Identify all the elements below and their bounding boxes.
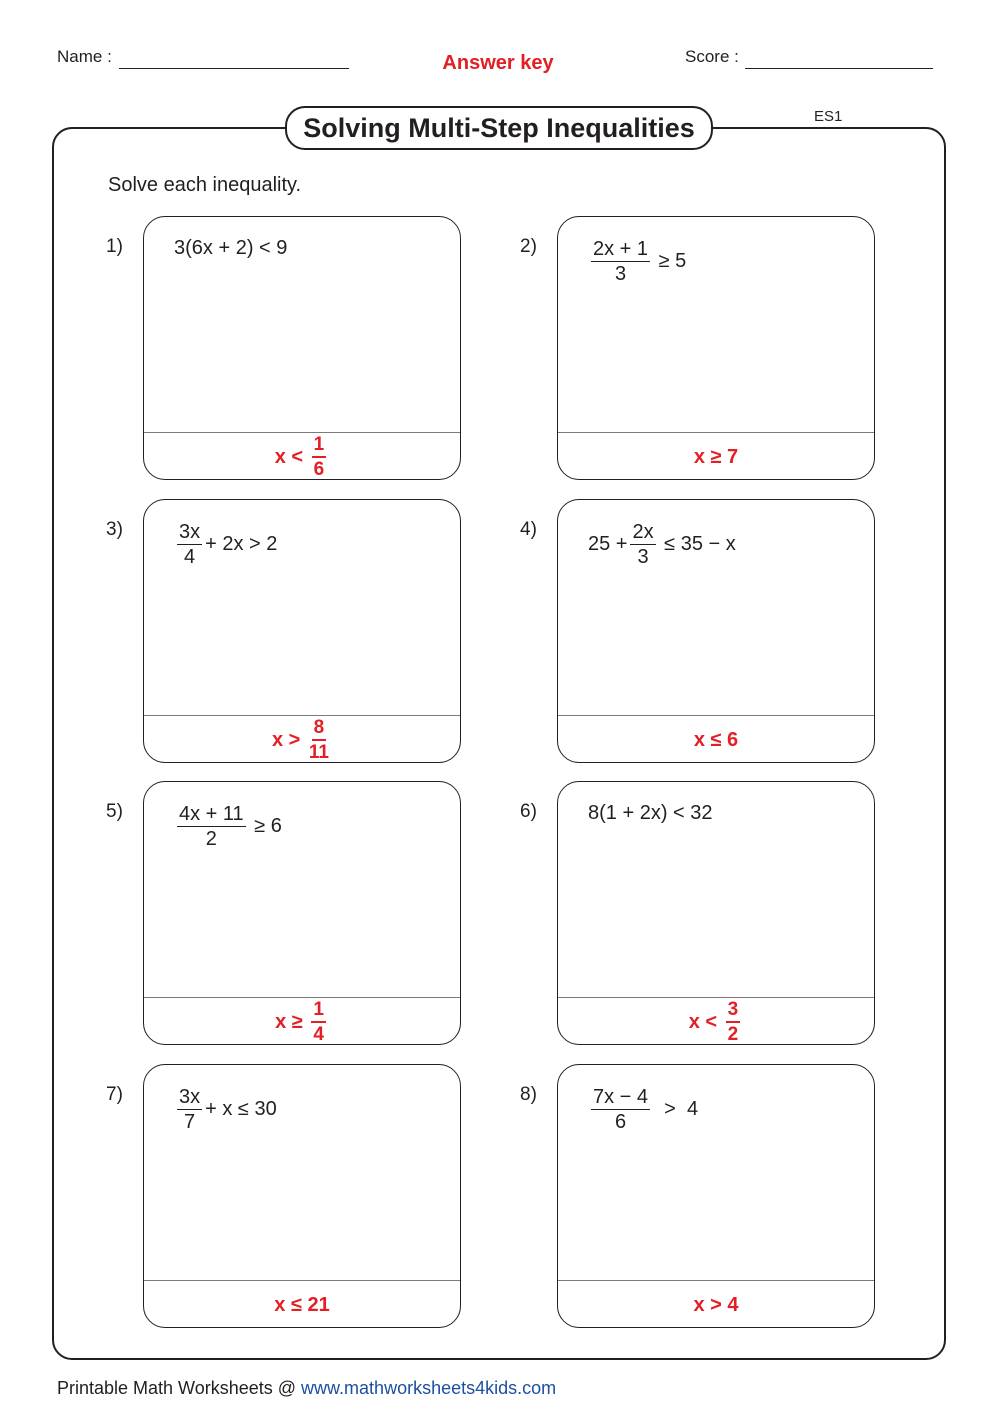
fraction xyxy=(312,435,327,479)
answer-divider xyxy=(558,1280,874,1281)
problem-expression xyxy=(174,522,277,567)
page-title: Solving Multi-Step Inequalities xyxy=(285,106,713,150)
problem-expression xyxy=(588,1087,698,1132)
expr-text: + x ≤ 30 xyxy=(205,1098,277,1120)
answer-key-label: Answer key xyxy=(442,52,554,74)
answer-divider xyxy=(558,997,874,998)
score-line xyxy=(745,68,933,69)
numerator: 2x xyxy=(632,521,654,543)
problem-box xyxy=(143,781,461,1045)
numerator: 2x + 1 xyxy=(593,238,649,260)
answer-divider xyxy=(144,432,460,433)
expr-text: x ≤ 6 xyxy=(693,728,739,751)
answer xyxy=(144,1000,460,1044)
score-label: Score : xyxy=(685,47,739,66)
denominator: 7 xyxy=(184,1111,196,1133)
denominator: 3 xyxy=(614,263,627,285)
problem-number: 7) xyxy=(106,1084,123,1105)
expr-text: > 4 xyxy=(653,1098,699,1120)
fraction xyxy=(726,1000,741,1044)
problem-box xyxy=(557,216,875,480)
expr-text: ≤ 35 − x xyxy=(658,533,736,555)
worksheet-code: ES1 xyxy=(814,108,843,125)
fraction xyxy=(591,239,650,284)
instructions: Solve each inequality. xyxy=(108,174,302,196)
name-label: Name : xyxy=(57,47,112,66)
footer-link[interactable]: www.mathworksheets4kids.com xyxy=(301,1378,557,1398)
expr-text: ≥ 5 xyxy=(653,250,687,272)
expr-text: 8(1 + 2x) < 32 xyxy=(588,802,713,824)
problem-expression xyxy=(174,804,282,849)
fraction xyxy=(591,1087,650,1132)
denominator: 2 xyxy=(727,1024,739,1045)
answer xyxy=(144,718,460,762)
numerator: 7x − 4 xyxy=(593,1086,649,1108)
denominator: 2 xyxy=(205,828,217,850)
problem-box xyxy=(143,499,461,763)
problem-number: 2) xyxy=(520,236,537,257)
answer-divider xyxy=(144,715,460,716)
expr-text: x < xyxy=(274,445,309,468)
expr-text: x ≤ 21 xyxy=(274,1293,330,1316)
answer-divider xyxy=(558,715,874,716)
numerator: 3x xyxy=(179,1086,201,1108)
expr-text: x > xyxy=(271,728,306,751)
numerator: 1 xyxy=(311,1000,326,1023)
expr-text: x < xyxy=(688,1010,723,1033)
answer-divider xyxy=(558,432,874,433)
fraction xyxy=(630,522,655,567)
expr-text: x > 4 xyxy=(693,1293,739,1316)
problem-box xyxy=(143,216,461,480)
numerator: 1 xyxy=(312,435,327,458)
footer xyxy=(57,1378,556,1399)
expr-text: + 2x > 2 xyxy=(205,533,278,555)
expr-text: x ≥ 7 xyxy=(693,445,739,468)
numerator: 4x + 11 xyxy=(179,803,244,825)
problem-box xyxy=(143,1064,461,1328)
problem-number: 1) xyxy=(106,236,123,257)
problem-expression xyxy=(588,239,686,284)
answer xyxy=(558,435,874,479)
answer xyxy=(144,435,460,479)
denominator: 6 xyxy=(614,1111,627,1133)
problem-box xyxy=(557,499,875,763)
answer xyxy=(558,1283,874,1327)
denominator: 3 xyxy=(637,546,649,568)
problem-expression xyxy=(174,1087,277,1132)
denominator: 6 xyxy=(313,459,325,480)
fraction xyxy=(309,718,329,762)
problem-number: 4) xyxy=(520,519,537,540)
problem-expression xyxy=(588,802,713,825)
numerator: 3 xyxy=(726,1000,741,1023)
problem-number: 6) xyxy=(520,801,537,822)
fraction xyxy=(177,1087,202,1132)
fraction xyxy=(177,522,202,567)
numerator: 8 xyxy=(312,718,327,741)
denominator: 4 xyxy=(184,546,196,568)
answer xyxy=(144,1283,460,1327)
fraction xyxy=(177,804,246,849)
problem-number: 8) xyxy=(520,1084,537,1105)
footer-text: Printable Math Worksheets @ xyxy=(57,1378,302,1398)
expr-text: 3(6x + 2) < 9 xyxy=(174,237,288,259)
answer-divider xyxy=(144,1280,460,1281)
problem-number: 3) xyxy=(106,519,123,540)
problem-number: 5) xyxy=(106,801,123,822)
denominator: 11 xyxy=(308,742,329,763)
problem-box xyxy=(557,781,875,1045)
problem-expression xyxy=(588,522,736,567)
answer xyxy=(558,1000,874,1044)
problem-expression xyxy=(174,237,287,260)
fraction xyxy=(311,1000,326,1044)
denominator: 4 xyxy=(313,1024,324,1045)
numerator: 3x xyxy=(179,521,201,543)
problem-box xyxy=(557,1064,875,1328)
answer-divider xyxy=(144,997,460,998)
expr-text: ≥ 6 xyxy=(248,815,282,837)
expr-text: 25 + xyxy=(588,533,628,555)
expr-text: x ≥ xyxy=(275,1010,309,1033)
answer xyxy=(558,718,874,762)
